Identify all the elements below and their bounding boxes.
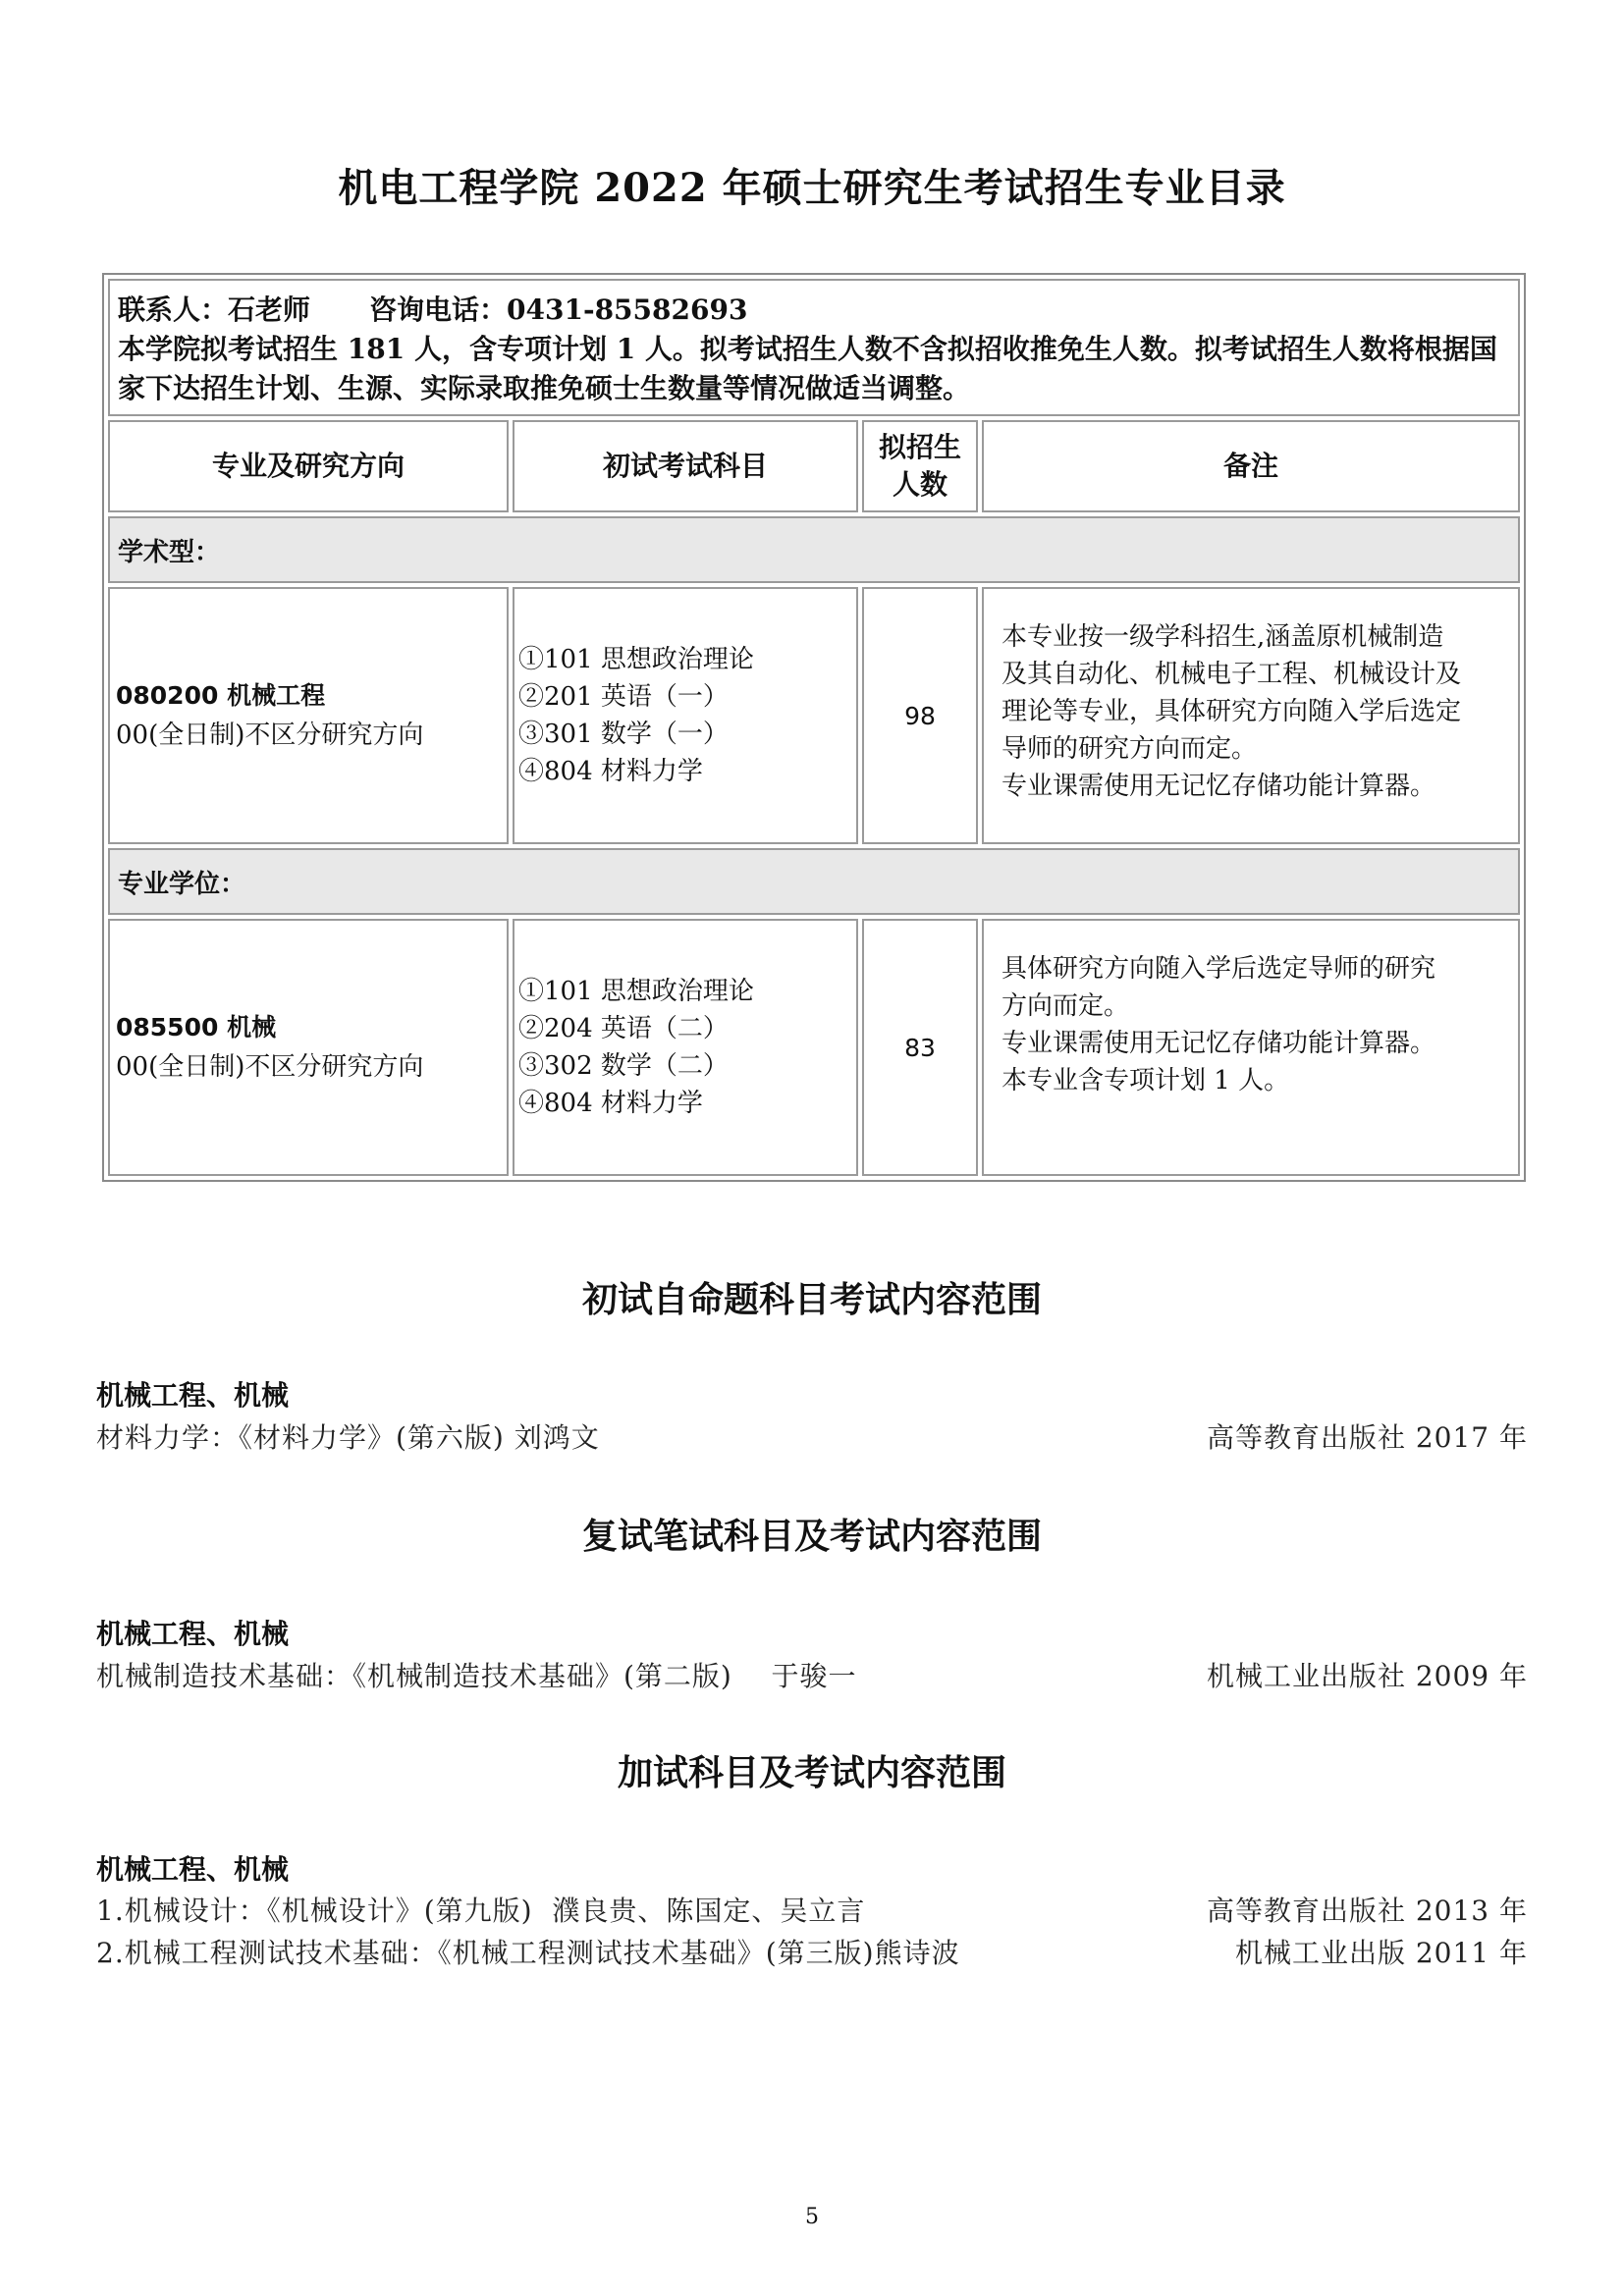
page-title: 机电工程学院 2022 年硕士研究生考试招生专业目录: [338, 165, 1286, 211]
contact-info: [108, 279, 1520, 416]
reference-book: 2.机械工程测试技术基础：《机械工程测试技术基础》(第三版)熊诗波: [96, 1937, 960, 1969]
major-name: 机械: [227, 1013, 277, 1041]
subject-group: 机械工程、机械: [96, 1853, 290, 1886]
header-quota-line1: 拟招生: [878, 431, 961, 463]
header-quota: [862, 420, 978, 512]
major-code: 080200: [116, 681, 219, 710]
note-line: 本专业按一级学科招生,涵盖原机械制造: [1001, 622, 1444, 652]
reference-book: 材料力学：《材料力学》(第六版) 刘鸿文: [96, 1421, 600, 1454]
subject-group: 机械工程、机械: [96, 1379, 290, 1412]
major-cell: [108, 587, 509, 844]
major-title: [116, 1008, 507, 1047]
note-line: 专业课需使用无记忆存储功能计算器。: [1001, 1029, 1436, 1058]
reference-line: [96, 1655, 1528, 1694]
note-line: 方向而定。: [1001, 991, 1130, 1021]
major-title: [116, 676, 507, 716]
note-line: 导师的研究方向而定。: [1001, 734, 1258, 764]
subject-item: ④804 材料力学: [518, 757, 703, 786]
note-line: 具体研究方向随入学后选定导师的研究: [1001, 954, 1436, 984]
subject-item: ②204 英语（二）: [518, 1014, 729, 1043]
subject-item: ①101 思想政治理论: [518, 977, 754, 1006]
research-direction: 00(全日制)不区分研究方向: [116, 721, 424, 750]
subject-item: ③302 数学（二）: [518, 1051, 729, 1081]
header-major: 专业及研究方向: [108, 420, 509, 512]
quota-cell: 98: [862, 587, 978, 844]
admissions-table: [102, 273, 1526, 1182]
note-line: 及其自动化、机械电子工程、机械设计及: [1001, 660, 1462, 689]
header-note: 备注: [982, 420, 1520, 512]
note-cell: [982, 919, 1520, 1176]
section-heading-retest: 复试笔试科目及考试内容范围: [581, 1516, 1042, 1557]
reference-publisher: 机械工业出版社 2009 年: [1206, 1660, 1528, 1692]
reference-publisher: 机械工业出版 2011 年: [1234, 1937, 1528, 1969]
enrollment-note: 本学院拟考试招生 181 人，含专项计划 1 人。拟考试招生人数不含拟招收推免生人数。拟考试招生人数将根据国家下达招生计划、生源、实际录取推免硕士生数量等情况做适当调整。: [118, 333, 1497, 404]
header-quota-line2: 人数: [892, 468, 947, 501]
reference-line: [96, 1416, 1528, 1456]
major-code: 085500: [116, 1013, 219, 1041]
major-cell: [108, 919, 509, 1176]
subject-item: ③301 数学（一）: [518, 720, 729, 749]
section-heading-preliminary: 初试自命题科目考试内容范围: [581, 1279, 1042, 1320]
research-direction: 00(全日制)不区分研究方向: [116, 1052, 424, 1082]
subject-group: 机械工程、机械: [96, 1618, 290, 1650]
note-cell: [982, 587, 1520, 844]
reference-line: [96, 1890, 1528, 1929]
subject-item: ④804 材料力学: [518, 1089, 703, 1118]
section-label-academic: 学术型：: [108, 516, 1520, 583]
page-number: 5: [805, 2205, 819, 2229]
quota-cell: 83: [862, 919, 978, 1176]
note-line: 本专业含专项计划 1 人。: [1001, 1066, 1290, 1095]
subjects-cell: [513, 587, 858, 844]
reference-publisher: 高等教育出版社 2017 年: [1206, 1421, 1528, 1454]
note-line: 理论等专业，具体研究方向随入学后选定: [1001, 697, 1462, 726]
section-label-professional: 专业学位：: [108, 848, 1520, 915]
reference-book: 机械制造技术基础：《机械制造技术基础》(第二版) 于骏一: [96, 1660, 857, 1692]
reference-publisher: 高等教育出版社 2013 年: [1206, 1895, 1528, 1927]
contact-person: 联系人：石老师: [118, 294, 311, 326]
header-subjects: 初试考试科目: [513, 420, 858, 512]
subject-item: ②201 英语（一）: [518, 682, 729, 712]
contact-phone: 咨询电话：0431-85582693: [369, 294, 748, 326]
section-heading-additional: 加试科目及考试内容范围: [617, 1752, 1006, 1793]
reference-line: [96, 1932, 1528, 1971]
reference-book: 1.机械设计：《机械设计》(第九版) 濮良贵、陈国定、吴立言: [96, 1895, 866, 1927]
note-line: 专业课需使用无记忆存储功能计算器。: [1001, 772, 1436, 801]
major-name: 机械工程: [227, 681, 326, 710]
subject-item: ①101 思想政治理论: [518, 645, 754, 674]
subjects-cell: [513, 919, 858, 1176]
